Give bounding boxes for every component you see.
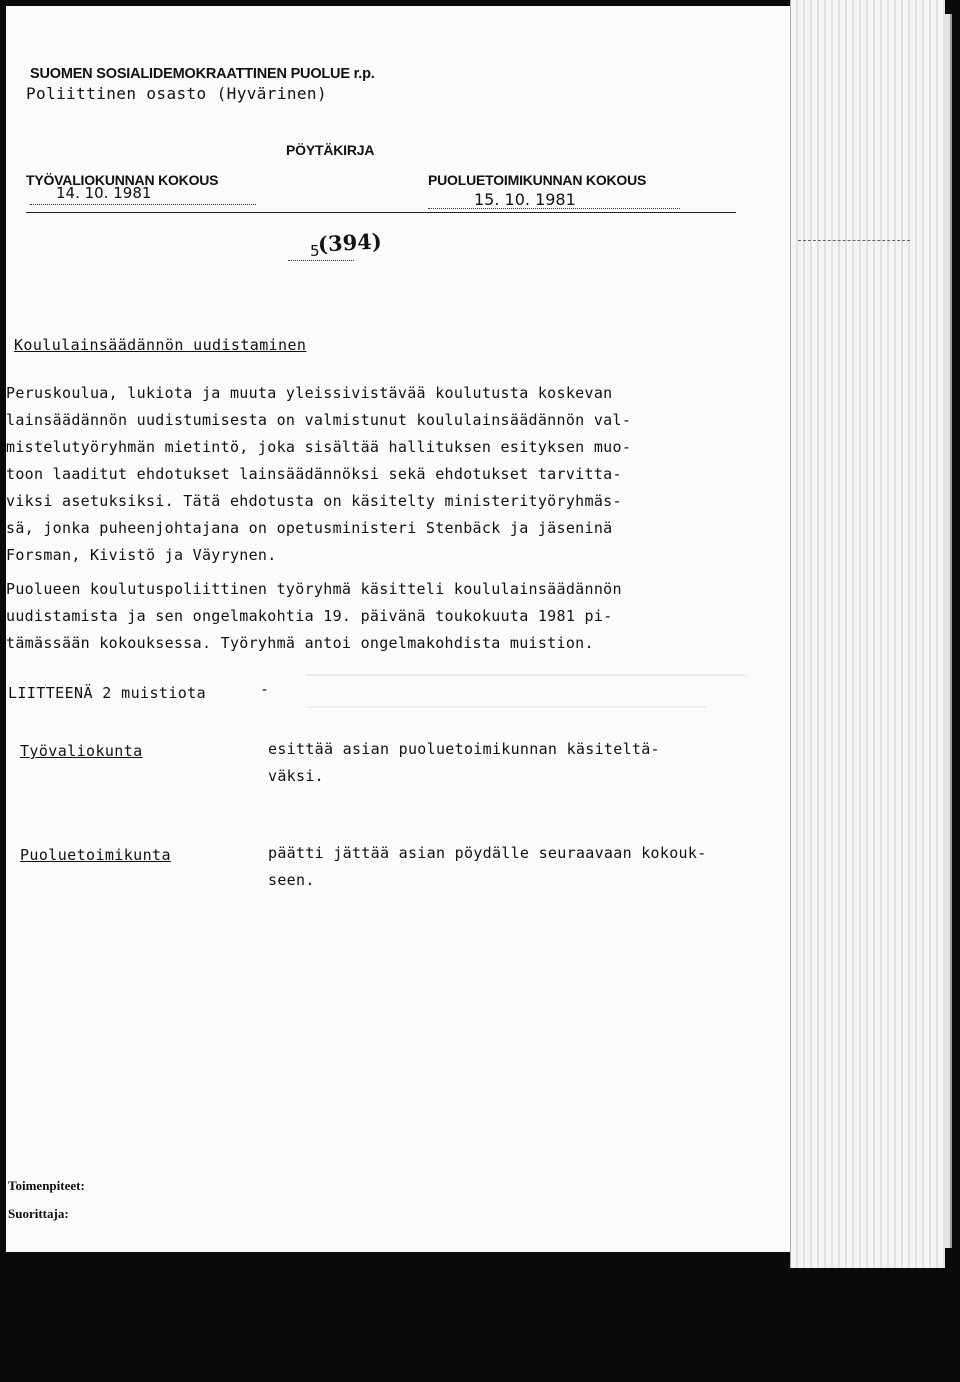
right-meeting-title: PUOLUETOIMIKUNNAN KOKOUS bbox=[428, 172, 647, 188]
paragraph-1-line: sä, jonka puheenjohtajana on opetusministeri Stenbäck ja jäseninä bbox=[6, 519, 613, 537]
paragraph-1-line: toon laaditut ehdotukset lainsäädännöksi sekä ehdotukset tarvitta- bbox=[6, 465, 622, 483]
paragraph-1-line: Peruskoulua, lukiota ja muuta yleissivistävää koulutusta koskevan bbox=[6, 384, 613, 402]
paragraph-2-line: Puolueen koulutuspoliittinen työryhmä käsitteli koululainsäädännön bbox=[6, 580, 622, 598]
right-meeting-date: 15. 10. 1981 bbox=[474, 190, 576, 209]
paragraph-1-line: viksi asetuksiksi. Tätä ehdotusta on käsitelty ministerityöryhmäs- bbox=[6, 492, 622, 510]
paragraph-1 bbox=[6, 380, 726, 569]
paragraph-1-line: lainsäädännön uudistumisesta on valmistunut koululainsäädännön val- bbox=[6, 411, 632, 429]
decision-text-tyovaliokunta bbox=[268, 736, 738, 790]
header-rule bbox=[26, 212, 736, 213]
left-meeting-title: TYÖVALIOKUNNAN KOKOUS bbox=[26, 172, 219, 188]
paragraph-2-line: tämässään kokouksessa. Työryhmä antoi ongelmakohdista muistion. bbox=[6, 634, 594, 652]
item-number-dotted-line bbox=[288, 260, 354, 261]
left-meeting-dotted-line bbox=[30, 204, 256, 205]
decision-line: esittää asian puoluetoimikunnan käsiteltä- bbox=[268, 740, 660, 758]
decision-text-puoluetoimikunta bbox=[268, 840, 738, 894]
attachment-dash: - bbox=[260, 680, 270, 698]
paragraph-2 bbox=[6, 576, 726, 657]
page-stack-edge bbox=[790, 0, 945, 1268]
decision-line: päätti jättää asian pöydälle seuraavaan kokouk- bbox=[268, 844, 707, 862]
decision-body-tyovaliokunta: Työvaliokunta bbox=[20, 742, 143, 760]
department-line: Poliittinen osasto (Hyvärinen) bbox=[26, 84, 327, 103]
organization-name: SUOMEN SOSIALIDEMOKRAATTINEN PUOLUE r.p. bbox=[30, 66, 375, 82]
item-number: 5 bbox=[310, 242, 320, 260]
decision-body-puoluetoimikunta: Puoluetoimikunta bbox=[20, 846, 171, 864]
handwritten-reference: (394) bbox=[317, 228, 383, 257]
decision-line: väksi. bbox=[268, 767, 324, 785]
subject-title: Koululainsäädännön uudistaminen bbox=[14, 336, 307, 354]
measures-label: Toimenpiteet: bbox=[8, 1178, 85, 1193]
paragraph-1-line: Forsman, Kivistö ja Väyrynen. bbox=[6, 546, 277, 564]
binder-edge bbox=[944, 14, 952, 1248]
left-meeting-date: 14. 10. 1981 bbox=[56, 184, 152, 202]
bleed-through-mark bbox=[306, 674, 746, 676]
attachment-note: LIITTEENÄ 2 muistiota bbox=[8, 684, 207, 702]
right-meeting-dotted-line bbox=[428, 208, 680, 209]
executor-label: Suorittaja: bbox=[8, 1206, 69, 1221]
decision-line: seen. bbox=[268, 871, 315, 889]
document-type: PÖYTÄKIRJA bbox=[286, 142, 375, 158]
paragraph-1-line: mistelutyöryhmän mietintö, joka sisältää hallituksen esityksen muo- bbox=[6, 438, 632, 456]
bleed-through-mark bbox=[306, 706, 706, 708]
stack-divider-mark bbox=[798, 210, 910, 241]
paragraph-2-line: uudistamista ja sen ongelmakohtia 19. päivänä toukokuuta 1981 pi- bbox=[6, 607, 613, 625]
